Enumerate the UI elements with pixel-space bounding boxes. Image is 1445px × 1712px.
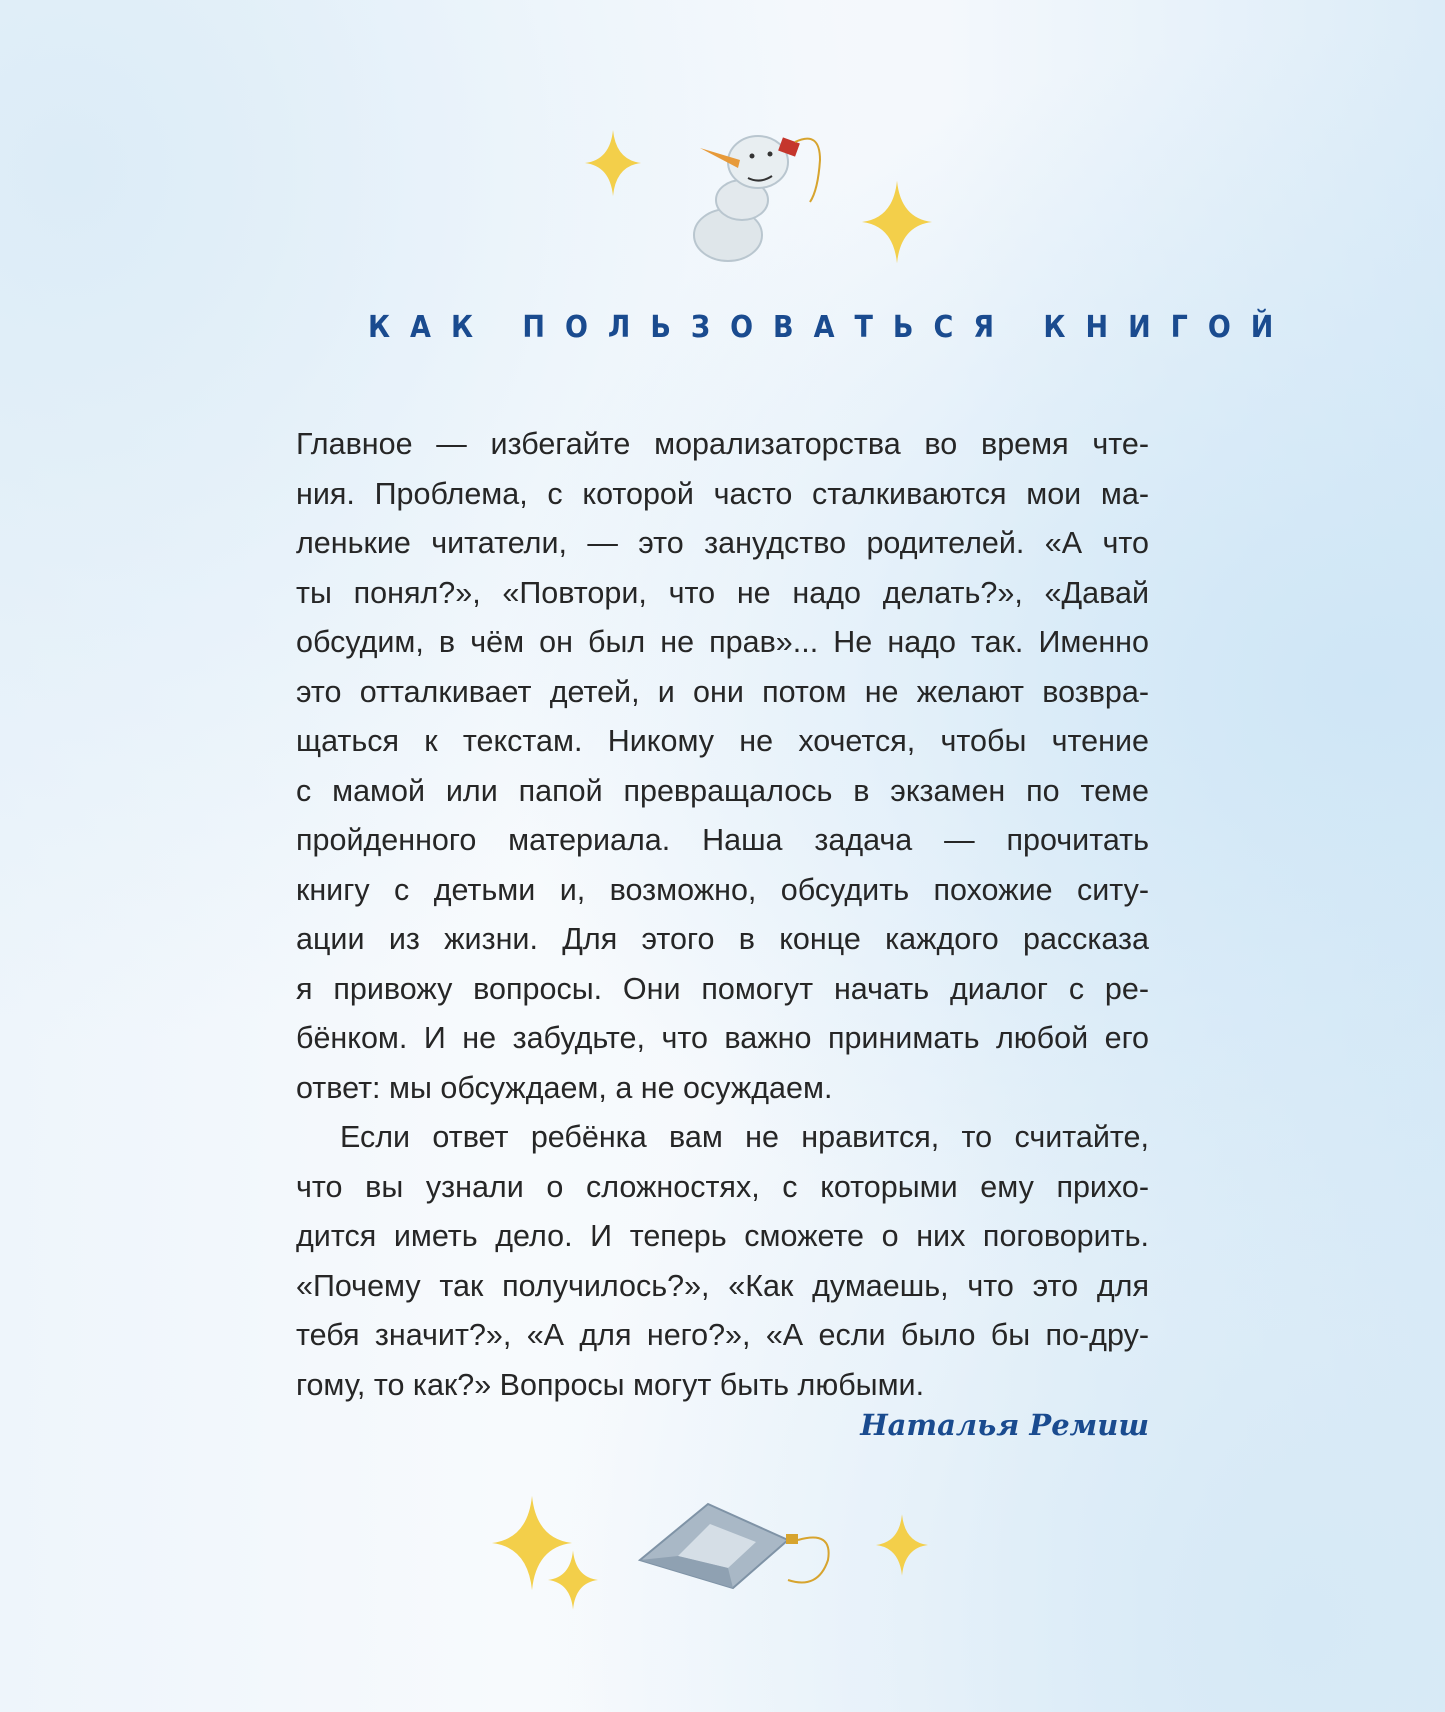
text-line: гому, то как?» Вопросы могут быть любыми. (296, 1367, 925, 1402)
text-line: с мамой или папой превращалось в экзамен по теме (296, 773, 1149, 808)
text-line: пройденного материала. Наша задача — прочитать (296, 823, 1149, 857)
text-line: ния. Проблема, с которой часто сталкиваются мои ма- (296, 476, 1149, 511)
text-line: это отталкивает детей, и они потом не желают возвра- (296, 674, 1149, 709)
sparkle-icon (876, 1512, 928, 1578)
snowman-ornament-icon (680, 120, 860, 275)
sparkle-icon (548, 1550, 598, 1610)
text-line: дится иметь дело. И теперь сможете о них поговорить. (296, 1219, 1149, 1253)
text-line: бёнком. И не забудьте, что важно принимать любой его (296, 1021, 1149, 1055)
body-text (296, 420, 1149, 1410)
text-line: я привожу вопросы. Они помогут начать диалог с ре- (296, 971, 1149, 1006)
text-line: ты понял?», «Повтори, что не надо делать?», «Давай (296, 575, 1149, 610)
text-line: ленькие читатели, — это занудство родителей. «А что (296, 526, 1149, 560)
text-line: тебя значит?», «А для него?», «А если было бы по-дру- (296, 1318, 1149, 1352)
text-line: «Почему так получилось?», «Как думаешь, что это для (296, 1268, 1149, 1303)
text-line: Если ответ ребёнка вам не нравится, то считайте, (340, 1120, 1149, 1154)
text-line: Главное — избегайте морализаторства во время чте- (296, 427, 1149, 461)
text-line: щаться к текстам. Никому не хочется, чтобы чтение (296, 724, 1149, 758)
text-line: обсудим, в чём он был не прав»... Не надо так. Именно (296, 625, 1149, 659)
sparkle-icon (585, 130, 641, 196)
text-line: книгу с детьми и, возможно, обсудить похожие ситу- (296, 872, 1149, 907)
text-line: ации из жизни. Для этого в конце каждого рассказа (296, 922, 1149, 956)
text-line: ответ: мы обсуждаем, а не осуждаем. (296, 1070, 833, 1105)
text-line: что вы узнали о сложностях, с которыми ему прихо- (296, 1169, 1149, 1204)
diamond-ornament-icon (638, 1500, 838, 1592)
author-signature: Наталья Ремиш (860, 1408, 1149, 1442)
sparkle-icon (862, 180, 932, 264)
page-title: КАК ПОЛЬЗОВАТЬСЯ КНИГОЙ (368, 310, 1294, 345)
